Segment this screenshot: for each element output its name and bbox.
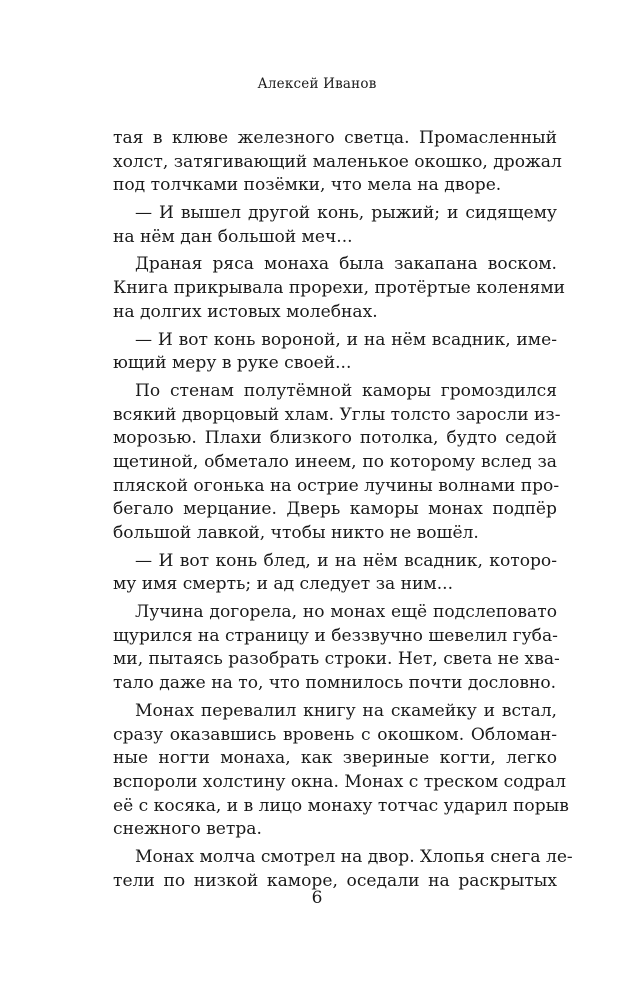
text-line: тая в клюве железного светца. Промасленный [113, 128, 557, 148]
page-number: 6 [311, 888, 323, 908]
text-line: всякий дворцовый хлам. Углы толсто заросли из- [113, 404, 561, 425]
body-text [113, 127, 573, 893]
text-line: её с косяка, и в лицо монаху тотчас ударил порыв [113, 795, 569, 816]
text-line: ющий меру в руке своей... [113, 353, 352, 374]
text-line: тало даже на то, что помнилось почти дословно. [113, 673, 557, 694]
text-line: снежного ветра. [113, 819, 262, 840]
text-line: сразу оказавшись вровень с окошком. Обломан- [113, 724, 557, 745]
text-line: му имя смерть; и ад следует за ним... [113, 574, 454, 595]
text-line: холст, затягивающий маленькое окошко, дрожал [113, 151, 562, 172]
text-line: щетиной, обметало инеем, по которому вслед за [113, 451, 557, 472]
text-line: Монах молча смотрел на двор. Хлопья снега ле- [135, 846, 573, 867]
text-line: на нём дан большой меч... [113, 226, 353, 247]
text-line: щурился на страницу и беззвучно шевелил губа- [113, 625, 558, 646]
text-line: вспороли холстину окна. Монах с треском содрал [113, 771, 566, 792]
text-line: тели по низкой каморе, оседали на раскрытых [113, 870, 557, 891]
text-line: на долгих истовых молебнах. [113, 301, 378, 322]
text-line: — И вышел другой конь, рыжий; и сидящему [135, 203, 557, 224]
text-line: ми, пытаясь разобрать строки. Нет, света не хва- [113, 649, 560, 670]
text-line: ные ногти монаха, как звериные когти, легко [113, 748, 557, 769]
text-line: Драная ряса монаха была закапана воском. [135, 254, 557, 275]
text-line: бегало мерцание. Дверь каморы монах подпёр [113, 499, 557, 520]
text-line: — И вот конь вороной, и на нём всадник, име- [135, 329, 557, 350]
text-line: морозью. Плахи близкого потолка, будто седой [113, 428, 557, 449]
text-line: большой лавкой, чтобы никто не вошёл. [113, 523, 479, 543]
text-line: под толчками позёмки, что мела на дворе. [113, 175, 502, 196]
text-line: Книга прикрывала прорехи, протёртые коленями [113, 278, 566, 299]
running-head-author: Алексей Иванов [257, 76, 377, 92]
text-line: Лучина догорела, но монах ещё подслеповато [135, 602, 557, 623]
text-line: пляской огонька на острие лучины волнами про- [113, 475, 560, 496]
text-line: — И вот конь блед, и на нём всадник, которо- [135, 550, 557, 571]
text-line: Монах перевалил книгу на скамейку и встал, [135, 700, 557, 721]
text-line: По стенам полутёмной каморы громоздился [135, 380, 557, 401]
